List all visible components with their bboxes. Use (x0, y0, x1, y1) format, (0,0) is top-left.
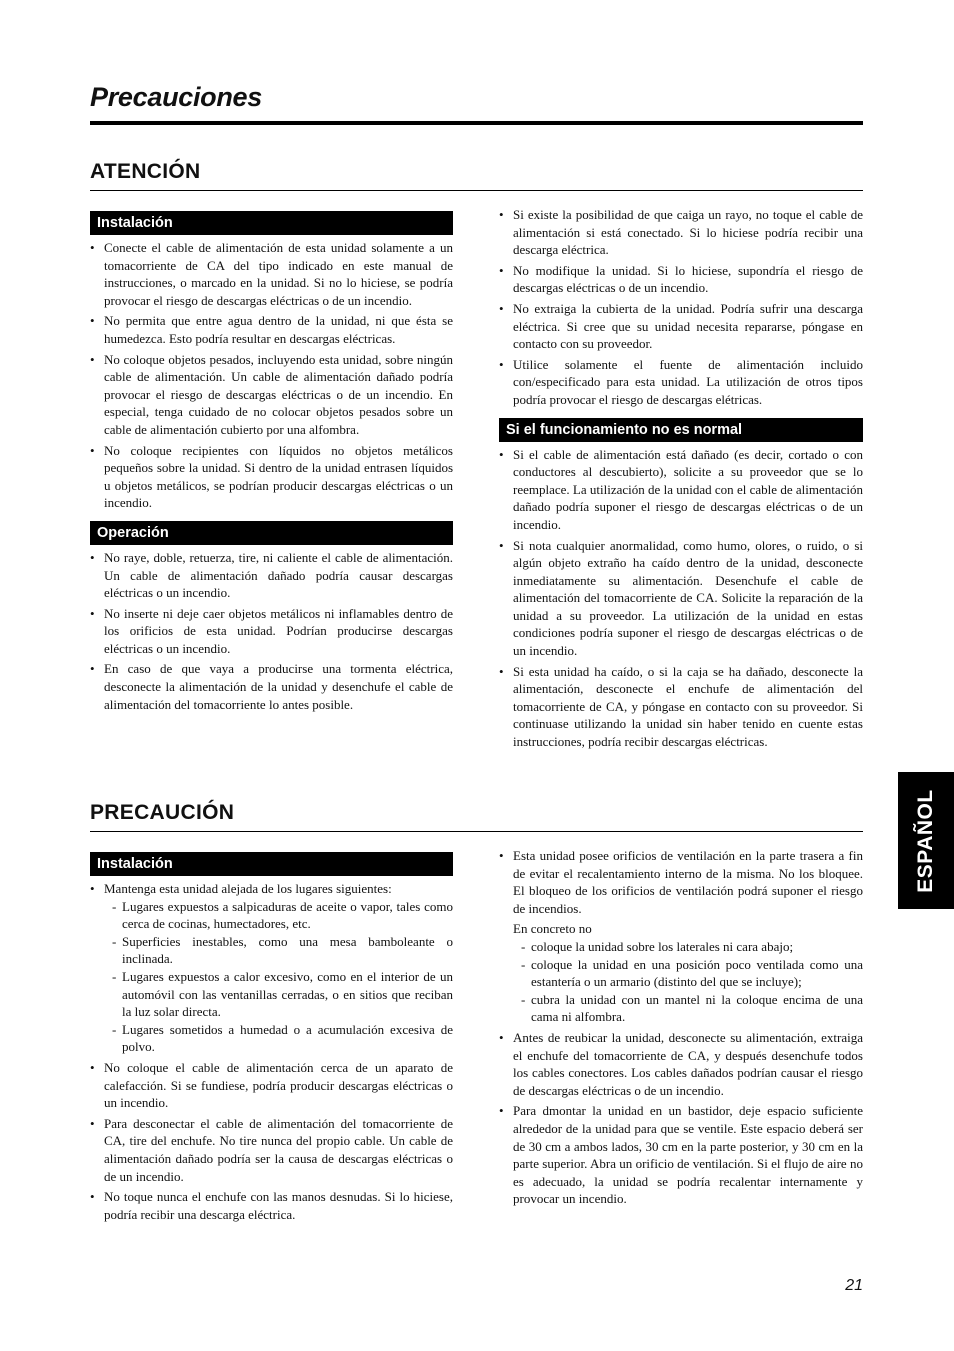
concreto-list (513, 938, 863, 1026)
list-item: • No coloque recipientes con líquidos no objetos metálicos pequeños sobre la unidad. Si dentro de la unidad entrasen líquidos u objetos metálicos, se podrían producir descargas eléctricas o un incendio. (90, 442, 453, 512)
anormal-list (499, 446, 863, 751)
subheading-operacion: Operación (90, 521, 453, 545)
list-item: • No extraiga la cubierta de la unidad. Podría sufrir una descarga eléctrica. Si cree que su unidad necesita repararse, póngase en contacto con su proveedor. (499, 300, 863, 353)
ventilacion-text: Esta unidad posee orificios de ventilación en la parte trasera a fin de evitar el recalentamiento interno de la misma. No los bloquee. El bloqueo de los orificios de ventilación podrá suponer el riesgo de incendios. (513, 848, 863, 916)
language-label: ESPAÑOL (914, 788, 937, 893)
sub-list-item: - coloque la unidad sobre los laterales ni cara abajo; (521, 938, 863, 956)
subheading-instalacion: Instalación (90, 211, 453, 235)
subheading-funcionamiento-anormal: Si el funcionamiento no es normal (499, 418, 863, 442)
title-rule (90, 121, 863, 125)
list-item: • No modifique la unidad. Si lo hiciese, supondría el riesgo de descargas eléctricas o de un incendio. (499, 262, 863, 297)
list-item: • Antes de reubicar la unidad, desconecte su alimentación, extraiga el enchufe del tomacorriente de CA, y después desenchufe todos los cables conectores. Los cables dañados podrían causar el riesgo de descargas eléctricas o de un incendio. (499, 1029, 863, 1099)
precaucion-left-column (90, 852, 453, 1226)
precaucion-instalacion-list (90, 880, 453, 1223)
instalacion-list (90, 239, 453, 512)
precaucion-right-column (499, 847, 863, 1211)
page-title: Precauciones (90, 82, 262, 112)
atencion-left-column (90, 211, 453, 716)
list-item: • No inserte ni deje caer objetos metálicos ni inflamables dentro de los orificios de esta unidad. Podrían producirse descargas eléctricas o un incendio. (90, 605, 453, 658)
sub-list-item: - Superficies inestables, como una mesa bamboleante o inclinada. (112, 933, 453, 968)
list-item: • No toque nunca el enchufe con las manos desnudas. Si lo hiciese, podría recibir una descarga eléctrica. (90, 1188, 453, 1223)
section-heading-atencion: ATENCIÓN (90, 160, 201, 183)
sub-list-item: - Lugares sometidos a humedad o a acumulación excesiva de polvo. (112, 1021, 453, 1056)
language-side-tab (898, 772, 954, 909)
list-item (499, 847, 863, 1026)
list-item: • Si esta unidad ha caído, o si la caja se ha dañado, desconecte la alimentación, desconecte el enchufe de alimentación del tomacorriente de CA, y póngase en contacto con su proveedor. Si continuase utilizando la unidad sin haber tenido en cuente estas instrucciones, podría recibir descargas eléctricas. (499, 663, 863, 751)
operacion-list (90, 549, 453, 713)
concreto-intro: En concreto no (513, 921, 592, 937)
page-number: 21 (845, 1277, 863, 1294)
list-item: • No permita que entre agua dentro de la unidad, ni que ésta se humedezca. Esto podría resultar en descargas eléctricas. (90, 312, 453, 347)
section-rule-precaucion (90, 831, 863, 832)
atencion-right-column (499, 206, 863, 754)
section-rule-atencion (90, 190, 863, 191)
list-item: • Si nota cualquier anormalidad, como humo, olores, o ruido, o si algún objeto extraño ha caído dentro de la unidad, desconecte inmediatamente su alimentación. Desenchufe el cable de alimentación del tomacorriente de CA. Solicite la reparación de la unidad a su proveedor. La utilización de la unidad en estas condiciones podría suponer el riesgo de descargas eléctricas o de un incendio. (499, 537, 863, 660)
subheading-instalacion: Instalación (90, 852, 453, 876)
lugares-intro: • Mantenga esta unidad alejada de los lugares siguientes: (104, 881, 392, 896)
list-item: • No coloque objetos pesados, incluyendo esta unidad, sobre ningún cable de alimentación. Un cable de alimentación dañado podría provocar el riesgo de descargas eléctricas o de un incendio. En especial, tenga cuidado de no colocar objetos pesados sobre un cable de alimentación cubierto por una alfombra. (90, 351, 453, 439)
section-heading-precaucion: PRECAUCIÓN (90, 801, 235, 824)
list-item: • No raye, doble, retuerza, tire, ni caliente el cable de alimentación. Un cable de alimentación dañado podría causar descargas eléctricas o un incendio. (90, 549, 453, 602)
precaucion-general-list (499, 847, 863, 1208)
list-item: • Si el cable de alimentación está dañado (es decir, cortado o con conductores al descubierto), solicite a su proveedor que se lo reemplace. La utilización de la unidad con el cable de alimentación dañado podría suponer el riesgo de descargas eléctricas o de un incendio. (499, 446, 863, 534)
sub-list-item: - Lugares expuestos a calor excesivo, como en el interior de un automóvil con las ventanillas cerradas, o en sitios que reciban la luz solar directa. (112, 968, 453, 1021)
list-item: • Para desconectar el cable de alimentación del tomacorriente de CA, tire del enchufe. No tire nunca del propio cable. Un cable de alimentación dañado podría ser la causa de descargas eléctricas o de un incendio. (90, 1115, 453, 1185)
atencion-general-list (499, 206, 863, 409)
list-item: • No coloque el cable de alimentación cerca de un aparato de calefacción. Si se fundiese, podría producir descargas eléctricas o un incendio. (90, 1059, 453, 1112)
list-item: • Conecte el cable de alimentación de esta unidad solamente a un tomacorriente de CA del tipo indicado en este manual de instrucciones, o marcado en la unidad. Si no lo hiciese, se podría provocar el riesgo de descargas eléctricas o de un incendio. (90, 239, 453, 309)
list-item: • Utilice solamente el fuente de alimentación incluido con/especificado para esta unidad. La utilización de otros tipos podría provocar el riesgo de descargas elétricas. (499, 356, 863, 409)
lugares-list (104, 898, 453, 1056)
list-item: • En caso de que vaya a producirse una tormenta eléctrica, desconecte la alimentación de la unidad y desenchufe el cable de alimentación del tomacorriente lo antes posible. (90, 660, 453, 713)
sub-list-item: - coloque la unidad en una posición poco ventilada como una estantería o un armario (distinto del que se incluye); (521, 956, 863, 991)
list-item: • Para dmontar la unidad en un bastidor, deje espacio suficiente alrededor de la unidad para que se ventile. Este espacio deberá ser de 30 cm a ambos lados, 30 cm en la parte posterior, y 30 cm en la parte superior. Abra un orificio de ventilación. Si el flujo de aire no es adecuado, la unidad se podría recalentar internamente y provocar un incendio. (499, 1102, 863, 1208)
list-item: • Si existe la posibilidad de que caiga un rayo, no toque el cable de alimentación si está conectado. Si lo hiciese podría recibir una descarga eléctrica. (499, 206, 863, 259)
sub-list-item: - Lugares expuestos a salpicaduras de aceite o vapor, tales como cerca de cocinas, humectadores, etc. (112, 898, 453, 933)
sub-list-item: - cubra la unidad con un mantel ni la coloque encima de una cama ni alfombra. (521, 991, 863, 1026)
list-item (90, 880, 453, 1056)
